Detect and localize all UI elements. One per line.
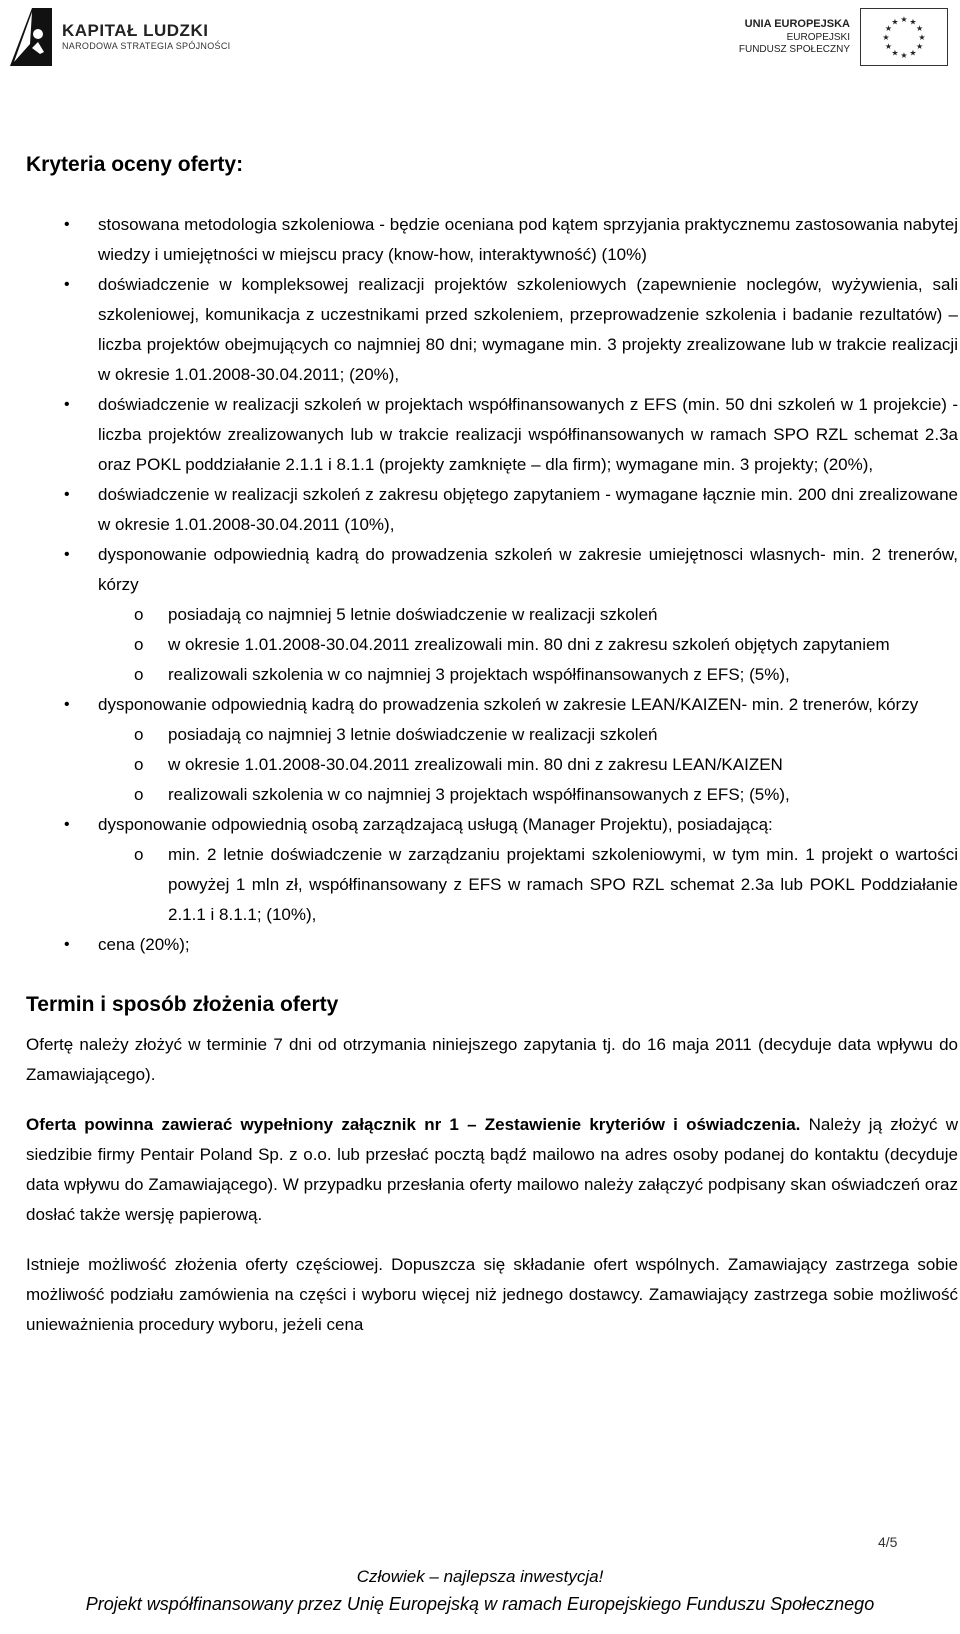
eu-star-icon: ★ (916, 24, 924, 33)
section-title-criteria: Kryteria oceny oferty: (26, 153, 244, 176)
eu-star-icon: ★ (900, 15, 908, 24)
eu-star-icon: ★ (891, 17, 899, 27)
list-item (26, 810, 958, 930)
eu-star-icon: ★ (916, 42, 924, 51)
document-body (26, 150, 958, 1340)
eu-star-icon: ★ (909, 17, 917, 27)
sublist-item: o realizowali szkolenia w co najmniej 3 projektach współfinansowanych z EFS; (5%), (98, 780, 958, 810)
list-item: • cena (20%); (26, 930, 958, 960)
list-item-text: dysponowanie odpowiednią kadrą do prowadzenia szkoleń w zakresie LEAN/KAIZEN- min. 2 trenerów, kórzy (98, 695, 919, 714)
sublist (98, 720, 958, 810)
sublist (98, 840, 958, 930)
eu-logo-line-3: FUNDUSZ SPOŁECZNY (738, 43, 850, 55)
list-item (26, 540, 958, 690)
list-item: • doświadczenie w kompleksowej realizacji projektów szkoleniowych (zapewnienie noclegów, wyżywienia, sali szkoleniowej, komunikacja z uczestnikami przed szkoleniem, przeprowadzenie szkolenia i badanie rezultatów) – liczba projektów obejmujących co najmniej 80 dni; wymagane min. 3 projekty zrealizowane lub w trakcie realizacji w okresie 1.01.2008-30.04.2011; (20%), (26, 270, 958, 390)
sublist-item: o posiadają co najmniej 3 letnie doświadczenie w realizacji szkoleń (98, 720, 958, 750)
eu-star-icon: ★ (884, 42, 892, 51)
kapital-ludzki-title: KAPITAŁ LUDZKI (62, 20, 209, 40)
footer-slogan: Człowiek – najlepsza inwestycja! (356, 1567, 604, 1586)
eu-star-icon: ★ (900, 51, 908, 60)
paragraph-deadline: Ofertę należy złożyć w terminie 7 dni od otrzymania niniejszego zapytania tj. do 16 maja 2011 (decyduje data wpływu do Zamawiającego). (26, 1035, 958, 1084)
eu-efs-logo (739, 8, 948, 66)
sublist-item: o min. 2 letnie doświadczenie w zarządzaniu projektami szkoleniowymi, w tym min. 1 projekt o wartości powyżej 1 mln zł, współfinansowany z EFS w ramach SPO RZL schemat 2.3a lub POKL Poddziałanie 2.1.1 i 8.1.1; (10%), (98, 840, 958, 930)
list-item-text: dysponowanie odpowiednią osobą zarządzajacą usługą (Manager Projektu), posiadającą: (98, 815, 773, 834)
eu-star-icon: ★ (891, 48, 899, 58)
paragraph-offer-contents-rest: Należy ją złożyć w siedzibie firmy Pentair Poland Sp. z o.o. lub przesłać pocztą bądź mailowo na adres osoby podanej do kontaktu (decyduje data wpływu do Zamawiającego). W przypadku przesłania oferty mailowo należy załączyć podpisany skan oświadczeń oraz dosłać także wersję papierową. (26, 1115, 958, 1224)
paragraph-offer-contents-bold: Oferta powinna zawierać wypełniony załącznik nr 1 – Zestawienie kryteriów i oświadczenia. (26, 1115, 801, 1134)
kapital-ludzki-emblem-icon (8, 4, 54, 68)
sublist-item: o realizowali szkolenia w co najmniej 3 projektach współfinansowanych z EFS; (5%), (98, 660, 958, 690)
paragraph-partial-offer: Istnieje możliwość złożenia oferty częściowej. Dopuszcza się składanie ofert wspólnych. Zamawiający zastrzega sobie możliwość podziału zamówienia na części i wyboru więcej niż jednego dostawcy. Zamawiający zastrzega sobie możliwość unieważnienia procedury wyboru, jeżeli cena (26, 1255, 958, 1334)
list-item: • stosowana metodologia szkoleniowa - będzie oceniana pod kątem sprzyjania praktycznemu zastosowania nabytej wiedzy i umiejętności w miejscu pracy (know-how, interaktywność) (10%) (26, 210, 958, 270)
footer-note: Projekt współfinansowany przez Unię Europejską w ramach Europejskiego Funduszu Społecznego (85, 1594, 875, 1614)
eu-star-icon: ★ (884, 24, 892, 33)
eu-star-icon: ★ (909, 48, 917, 58)
sublist-item: o posiadają co najmniej 5 letnie doświadczenie w realizacji szkoleń (98, 600, 958, 630)
list-item: • doświadczenie w realizacji szkoleń w projektach współfinansowanych z EFS (min. 50 dni szkoleń w 1 projekcie) - liczba projektów zrealizowanych lub w trakcie realizacji współfinansowanych w ramach SPO RZL schemat 2.3a oraz POKL poddziałanie 2.1.1 i 8.1.1 (projekty zamknięte – dla firm); wymagane min. 3 projekty; (20%), (26, 390, 958, 480)
paragraph-offer-contents (26, 1110, 958, 1230)
eu-star-icon: ★ (918, 33, 926, 42)
eu-flag-icon (860, 8, 948, 66)
eu-logo-line-2: EUROPEJSKI (786, 31, 850, 43)
eu-star-icon: ★ (882, 33, 890, 42)
list-item (26, 690, 958, 810)
kapital-ludzki-subtitle: NARODOWA STRATEGIA SPÓJNOŚCI (62, 40, 231, 51)
sublist-item: o w okresie 1.01.2008-30.04.2011 zrealizowali min. 80 dni z zakresu szkoleń objętych zapytaniem (98, 630, 958, 660)
criteria-list (26, 210, 958, 960)
list-item: • doświadczenie w realizacji szkoleń z zakresu objętego zapytaniem - wymagane łącznie min. 200 dni zrealizowane w okresie 1.01.2008-30.04.2011 (10%), (26, 480, 958, 540)
eu-logo-line-1: UNIA EUROPEJSKA (744, 18, 850, 31)
kapital-ludzki-logo (8, 4, 230, 68)
sublist-item: o w okresie 1.01.2008-30.04.2011 zrealizowali min. 80 dni z zakresu LEAN/KAIZEN (98, 750, 958, 780)
section-title-submission: Termin i sposób złożenia oferty (26, 993, 339, 1016)
page-number: 4/5 (878, 1534, 898, 1550)
page-header (0, 0, 960, 80)
sublist (98, 600, 958, 690)
list-item-text: dysponowanie odpowiednią kadrą do prowadzenia szkoleń w zakresie umiejętnosci wlasnych- min. 2 trenerów, kórzy (98, 545, 958, 594)
